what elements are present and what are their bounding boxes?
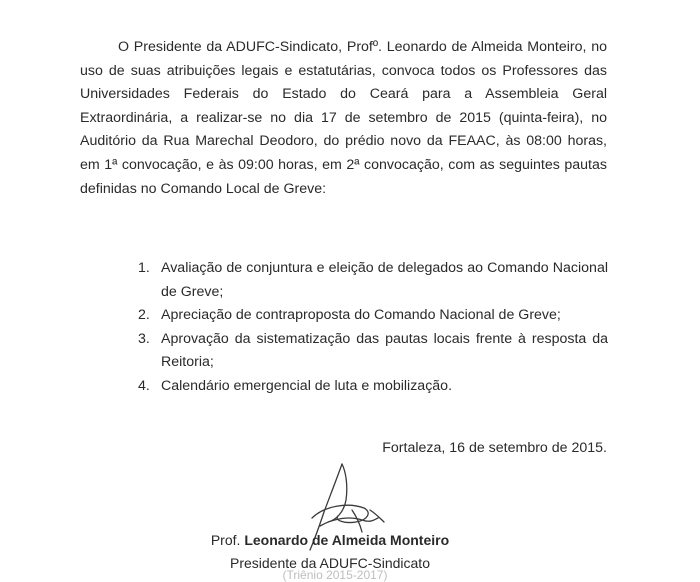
agenda-item-text: Avaliação de conjuntura e eleição de delegados ao Comando Nacional de Greve; [161, 260, 608, 300]
agenda-item [138, 328, 608, 375]
agenda-item [138, 257, 608, 304]
signatory-role: Presidente da ADUFC-Sindicato [230, 555, 430, 571]
signatory-title: Prof. [210, 532, 241, 548]
agenda-item [138, 375, 608, 399]
agenda-item-text: Calendário emergencial de luta e mobilização. [161, 377, 453, 394]
partially-visible-line: (Triênio 2015-2017) [282, 568, 388, 582]
agenda-list [138, 257, 608, 399]
signatory-name: Leonardo de Almeida Monteiro [244, 532, 450, 548]
convocation-paragraph [80, 36, 607, 201]
agenda-item-number: 2. [138, 307, 150, 324]
agenda-item-text: Apreciação de contraproposta do Comando Nacional de Greve; [161, 307, 561, 324]
agenda-item-text: Aprovação da sistematização das pautas locais frente à resposta da Reitoria; [161, 330, 608, 371]
convocation-text: O Presidente da ADUFC-Sindicato, Profº. Leonardo de Almeida Monteiro, no uso de suas atribuições legais e estatutárias, convoca todos os Professores das Universidades Federais do Estado do Ceará para a Assembleia Geral Extraordinária, a realizar-se no dia 17 de setembro de 2015 (quinta-feira), no Auditório da Rua Marechal Deodoro, do prédio novo da FEAAC, às 08:00 horas, em 1ª convocação, e às 09:00 horas, em 2ª convocação, com as seguintes pautas definidas no Comando Local de Greve: [80, 39, 607, 197]
agenda-item-number: 3. [138, 330, 150, 347]
agenda-item [138, 304, 608, 328]
agenda-item-number: 1. [138, 260, 150, 276]
signatory-name-line [180, 529, 480, 552]
place-and-date: Fortaleza, 16 de setembro de 2015. [382, 440, 607, 456]
agenda-item-number: 4. [138, 377, 150, 394]
